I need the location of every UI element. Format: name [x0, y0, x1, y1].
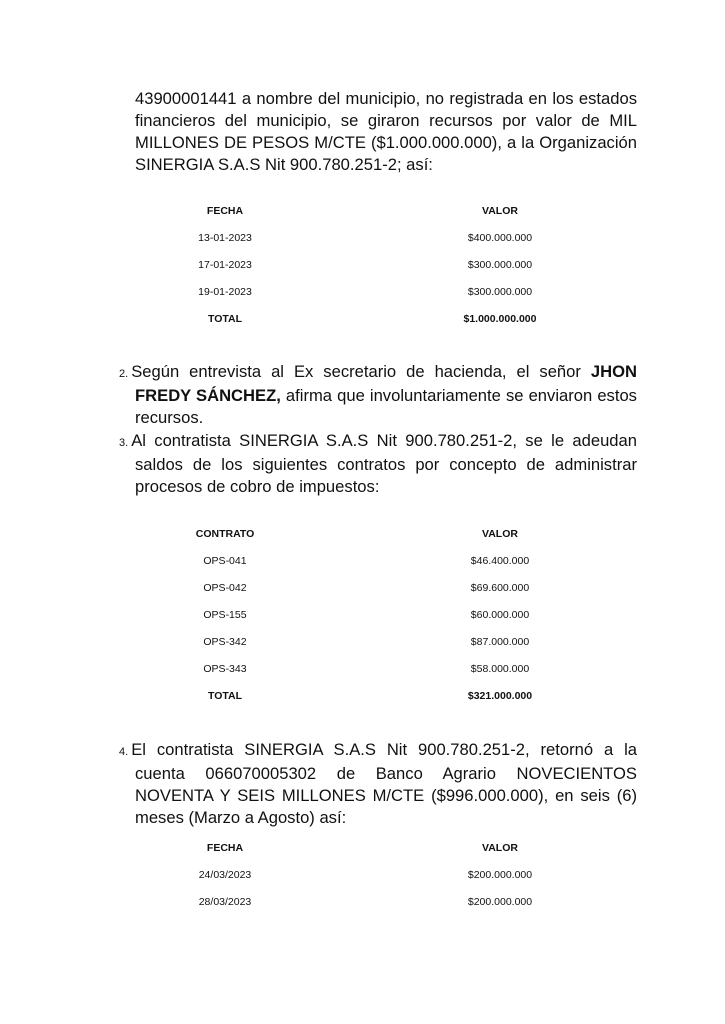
item-2-text-before: Según entrevista al Ex secretario de hacienda, el señor	[131, 362, 591, 381]
cell-valor: $200.000.000	[467, 896, 533, 908]
header-contrato: CONTRATO	[195, 528, 255, 540]
item-2-paragraph	[119, 361, 637, 429]
table-row	[160, 286, 600, 313]
header-valor: VALOR	[482, 842, 518, 854]
cell-valor: $300.000.000	[467, 259, 533, 271]
cell-valor: $200.000.000	[467, 869, 533, 881]
table-header-row	[160, 842, 600, 869]
total-value: $321.000.000	[467, 690, 533, 702]
cell-valor: $400.000.000	[467, 232, 533, 244]
cell-contrato: OPS-042	[203, 582, 247, 594]
item-number: 3.	[119, 437, 129, 449]
item-2-text-after: afirma que involuntariamente se enviaron estos recursos.	[135, 386, 637, 427]
header-fecha: FECHA	[206, 842, 244, 854]
table-total-row	[160, 313, 600, 340]
cell-fecha: 19-01-2023	[198, 286, 252, 298]
cell-valor: $69.600.000	[470, 582, 530, 594]
table-header-row	[160, 528, 600, 555]
table-header-row	[160, 205, 600, 232]
table-row	[160, 582, 600, 609]
cell-fecha: 17-01-2023	[198, 259, 252, 271]
cell-valor: $58.000.000	[470, 663, 530, 675]
cell-valor: $46.400.000	[470, 555, 530, 567]
cell-contrato: OPS-342	[203, 636, 247, 648]
total-label: TOTAL	[207, 690, 243, 702]
cell-valor: $60.000.000	[470, 609, 530, 621]
item-number: 2.	[119, 368, 129, 380]
table-row	[160, 663, 600, 690]
item-4-text: El contratista SINERGIA S.A.S Nit 900.780.251-2, retornó a la cuenta 066070005302 de Banco Agrario NOVECIENTOS NOVENTA Y SEIS MILLONES M/CTE ($996.000.000), en seis (6) meses (Marzo a Agosto) así:	[131, 740, 637, 827]
cell-fecha: 24/03/2023	[198, 869, 252, 881]
intro-paragraph: 43900001441 a nombre del municipio, no registrada en los estados financieros del municipio, se giraron recursos por valor de MIL MILLONES DE PESOS M/CTE ($1.000.000.000), a la Organización SINERGIA S.A.S Nit 900.780.251-2; así:	[135, 89, 637, 174]
person-name: JHON FREDY SÁNCHEZ,	[135, 362, 637, 405]
table-row	[160, 232, 600, 259]
table-row	[160, 636, 600, 663]
table-row	[160, 869, 600, 896]
table-row	[160, 555, 600, 582]
table-row	[160, 609, 600, 636]
cell-contrato: OPS-343	[203, 663, 247, 675]
cell-fecha: 13-01-2023	[198, 232, 252, 244]
cell-fecha: 28/03/2023	[198, 896, 252, 908]
item-number: 4.	[119, 746, 129, 758]
cell-contrato: OPS-041	[203, 555, 247, 567]
contracts-table	[160, 528, 600, 717]
table-row	[160, 259, 600, 286]
table-total-row	[160, 690, 600, 717]
cell-valor: $300.000.000	[467, 286, 533, 298]
payments-table	[160, 205, 600, 340]
cell-contrato: OPS-155	[203, 609, 247, 621]
total-label: TOTAL	[207, 313, 243, 325]
header-fecha: FECHA	[206, 205, 244, 217]
item-4-paragraph	[119, 739, 637, 829]
table-row	[160, 896, 600, 923]
item-3-text: Al contratista SINERGIA S.A.S Nit 900.780.251-2, se le adeudan saldos de los siguientes contratos por concepto de administrar procesos de cobro de impuestos:	[131, 431, 637, 496]
header-valor: VALOR	[482, 528, 518, 540]
item-3-paragraph	[119, 430, 637, 498]
cell-valor: $87.000.000	[470, 636, 530, 648]
returns-table	[160, 842, 600, 923]
total-value: $1.000.000.000	[463, 313, 537, 325]
header-valor: VALOR	[482, 205, 518, 217]
